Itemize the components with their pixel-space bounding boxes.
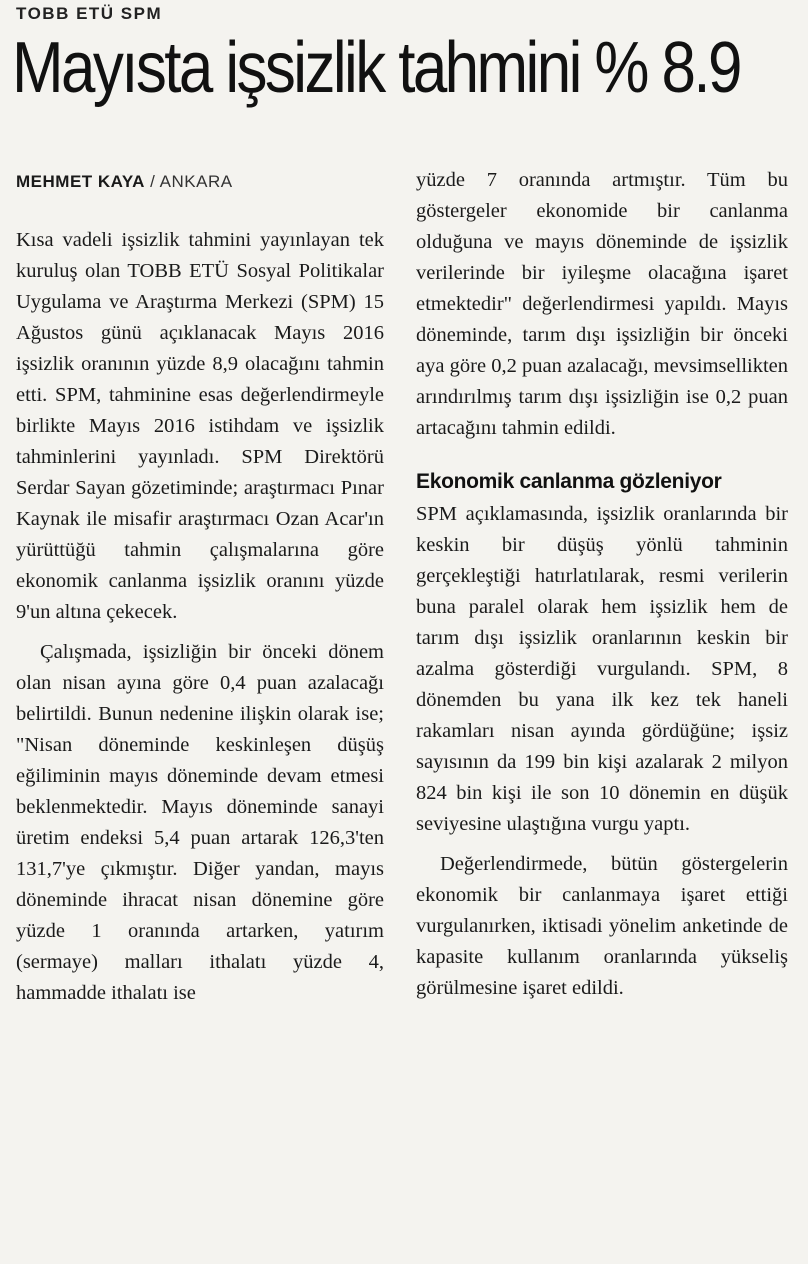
section-kicker: TOBB ETÜ SPM — [16, 4, 163, 23]
byline-location: ANKARA — [159, 172, 233, 191]
article-column-left — [16, 165, 384, 1009]
article-paragraph: Değerlendirmede, bütün göstergelerin ekonomik bir canlanmaya işaret ettiği vurgulanırken, iktisadi yönelim anketinde de kapasite kullanım oranlarında yükseliş görülmesine işaret edildi. — [416, 853, 788, 999]
byline — [16, 165, 384, 199]
article-paragraph: SPM açıklamasında, işsizlik oranlarında bir keskin bir düşüş yönlü tahminin gerçekleştiği hatırlatılarak, resmi verilerin buna paralel olarak hem işsizlik hem de tarım dışı işsizlik oranlarının keskin bir azalma gösterdiği vurgulandı. SPM, 8 dönemden bu yana ilk kez tek haneli rakamları nisan ayında gördüğüne; işsiz sayısının da 199 bin kişi azalarak 2 milyon 824 bin kişi ile son 10 dönemin en düşük seviyesine ulaştığına vurgu yaptı. — [416, 503, 788, 835]
article-paragraph: Çalışmada, işsizliğin bir önceki dönem olan nisan ayına göre 0,4 puan azalacağı belirtildi. Bunun nedenine ilişkin olarak ise; "Nisan döneminde keskinleşen düşüş eğiliminin mayıs döneminde devam etmesi beklenmektedir. Mayıs döneminde sanayi üretim endeksi 5,4 puan artarak 126,3'ten 131,7'ye çıkmıştır. Diğer yandan, mayıs döneminde ihracat nisan dönemine göre yüzde 1 oranında artarken, yatırım (sermaye) malları ithalatı yüzde 4, hammadde ithalatı ise — [16, 641, 384, 1004]
headline: Mayısta işsizlik tahmini % 8.9 — [12, 28, 740, 108]
article-subheading: Ekonomik canlanma gözleniyor — [416, 470, 722, 493]
article-paragraph: Kısa vadeli işsizlik tahmini yayınlayan tek kuruluş olan TOBB ETÜ Sosyal Politikalar Uygulama ve Araştırma Merkezi (SPM) 15 Ağustos günü açıklanacak Mayıs 2016 işsizlik oranının yüzde 8,9 olacağını tahmin etti. SPM, tahminine esas değerlendirmeyle birlikte Mayıs 2016 istihdam ve işsizlik tahminlerini yayınladı. SPM Direktörü Serdar Sayan gözetiminde; araştırmacı Pınar Kaynak ile misafir araştırmacı Ozan Acar'ın yürüttüğü tahmin çalışmalarına göre ekonomik canlanma işsizlik oranını yüzde 9'un altına çekecek. — [16, 229, 384, 623]
article-column-right — [416, 165, 788, 1004]
article-paragraph: yüzde 7 oranında artmıştır. Tüm bu göstergeler ekonomide bir canlanma olduğuna ve mayıs döneminde de işsizlik verilerinde bir iyileşme olacağına işaret etmektedir" değerlendirmesi yapıldı. Mayıs döneminde, tarım dışı işsizliğin bir önceki aya göre 0,2 puan azalacağı, mevsimsellikten arındırılmış tarım dışı işsizliğin ise 0,2 puan artacağını tahmin edildi. — [416, 169, 788, 439]
byline-separator: / — [144, 172, 160, 191]
byline-author: MEHMET KAYA — [16, 172, 145, 191]
